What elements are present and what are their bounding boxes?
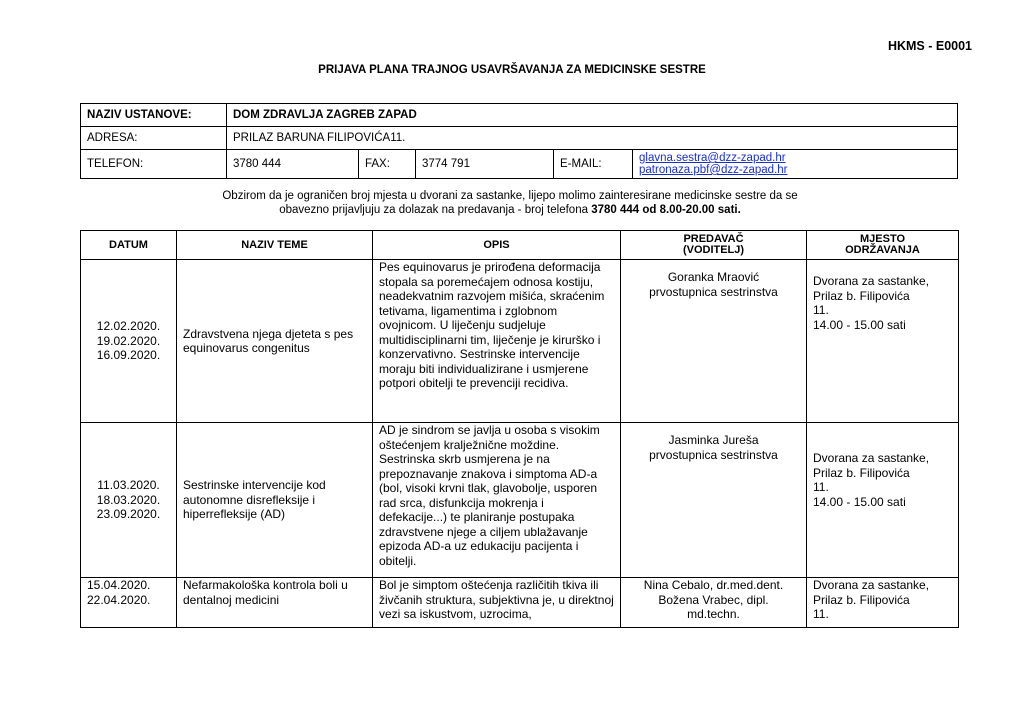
table-row [81,260,959,423]
row-place [807,260,959,423]
page-title: PRIJAVA PLANA TRAJNOG USAVRŠAVANJA ZA MEDICINSKE SESTRE [318,64,706,76]
header-date: DATUM [81,231,177,260]
table-header-row [81,231,959,260]
schedule-table [80,230,959,628]
presenter-title: prvostupnica sestrinstva [649,447,778,462]
row-presenter [621,423,807,578]
presenter-name: Nina Cebalo, dr.med.dent. [643,578,784,592]
presenter-name: Goranka Mraović [667,270,760,284]
institution-name-value: DOM ZDRAVLJA ZAGREB ZAPAD [227,104,958,127]
institution-table [80,103,958,179]
presenter-name: Jasminka Jureša [668,433,759,447]
phone-label: TELEFON: [81,150,227,179]
fax-value: 3774 791 [416,150,554,179]
address-value: PRILAZ BARUNA FILIPOVIĆA11. [227,127,958,150]
header-presenter-1: PREDAVAČ [683,233,744,245]
place-line: Prilaz b. Filipovića [813,465,910,480]
institution-name-label: NAZIV USTANOVE: [81,104,227,127]
notice-phone-hours: 3780 444 od 8.00-20.00 sati. [591,204,741,216]
place-line: Prilaz b. Filipovića [813,592,910,607]
row-place [807,578,959,628]
row-dates [81,578,177,628]
place-line: Dvorana za sastanke, [813,274,930,288]
header-place-2: ODRŽAVANJA [845,244,920,256]
date: 19.02.2020. [96,333,161,348]
row-description: Bol je simptom oštećenja različitih tkiva ili živčanih struktura, subjektivna je, u direktnoj vezi sa iskustvom, uzrocima, [373,578,621,628]
presenter-title: prvostupnica sestrinstva [649,284,778,299]
email-link-2[interactable]: patronaza.pbf@dzz-zapad.hr [639,164,788,176]
row-dates [81,260,177,423]
address-label: ADRESA: [81,127,227,150]
notice-line-1: Obzirom da je ograničen broj mjesta u dvorani za sastanke, lijepo molimo zainteresirane medicinske sestre da se [222,190,798,202]
header-place [807,231,959,260]
place-time: 14.00 - 15.00 sati [813,494,906,509]
header-topic: NAZIV TEME [177,231,373,260]
date: 15.04.2020. [87,578,151,592]
place-time: 14.00 - 15.00 sati [813,317,906,332]
email-cell [633,150,958,179]
place-line: Dvorana za sastanke, [813,451,930,465]
email-label: E-MAIL: [554,150,633,179]
date: 18.03.2020. [96,492,161,507]
table-row [81,423,959,578]
date: 16.09.2020. [96,348,161,363]
table-row [81,578,959,628]
presenter-name: Božena Vrabec, dipl. [658,592,769,607]
row-topic: Sestrinske intervencije kod autonomne disrefleksije i hiperrefleksije (AD) [177,423,373,578]
email-link-1[interactable]: glavna.sestra@dzz-zapad.hr [639,152,786,164]
row-description: AD je sindrom se javlja u osoba s visokim oštećenjem kralježnične moždine. Sestrinska skrb usmjerena je na prepoznavanje znakova i simptoma AD-a (bol, visoki krvni tlak, glavobolje, usporen rad srca, disfunkcija mokrenja i defekacije...) te planiranje postupaka zdravstvene njege a ciljem ublažavanje epizoda AD-a uz edukaciju pacijenta i obitelji. [373,423,621,578]
phone-value: 3780 444 [227,150,359,179]
header-presenter-2: (VODITELJ) [682,244,745,256]
row-dates [81,423,177,578]
place-line: 11. [813,303,829,317]
form-code: HKMS - E0001 [887,39,972,53]
row-presenter [621,260,807,423]
date: 23.09.2020. [96,507,161,522]
row-description: Pes equinovarus je prirođena deformacija stopala sa poremećajem odnosa kostiju, neadekvatnim razvojem mišića, skraćenim tetivama, ligamentima i zglobnom ovojnicom. U liječenju sudjeluje multidisciplinarni tim, liječenje je kirurško i konzervativno. Sestrinske intervencije moraju biti individualizirane i usmjerene potpori obitelji te prevenciji recidiva. [373,260,621,423]
notice-line-2-text: obavezno prijavljuju za dolazak na predavanja - broj telefona [279,204,592,216]
date: 11.03.2020. [97,478,160,493]
date: 22.04.2020. [87,592,151,607]
row-place [807,423,959,578]
row-presenter [621,578,807,628]
place-line: 11. [813,480,829,494]
fax-label: FAX: [359,150,416,179]
row-topic: Nefarmakološka kontrola boli u dentalnoj medicini [177,578,373,628]
place-line: 11. [813,607,829,621]
date: 12.02.2020. [96,319,161,334]
place-line: Dvorana za sastanke, [813,578,930,592]
header-place-1: MJESTO [859,233,906,245]
notice [60,189,960,217]
header-presenter [621,231,807,260]
notice-line-2 [60,203,960,217]
place-line: Prilaz b. Filipovića [813,288,910,303]
header-desc: OPIS [373,231,621,260]
row-topic: Zdravstvena njega djeteta s pes equinovarus congenitus [177,260,373,423]
presenter-title: md.techn. [687,607,740,621]
